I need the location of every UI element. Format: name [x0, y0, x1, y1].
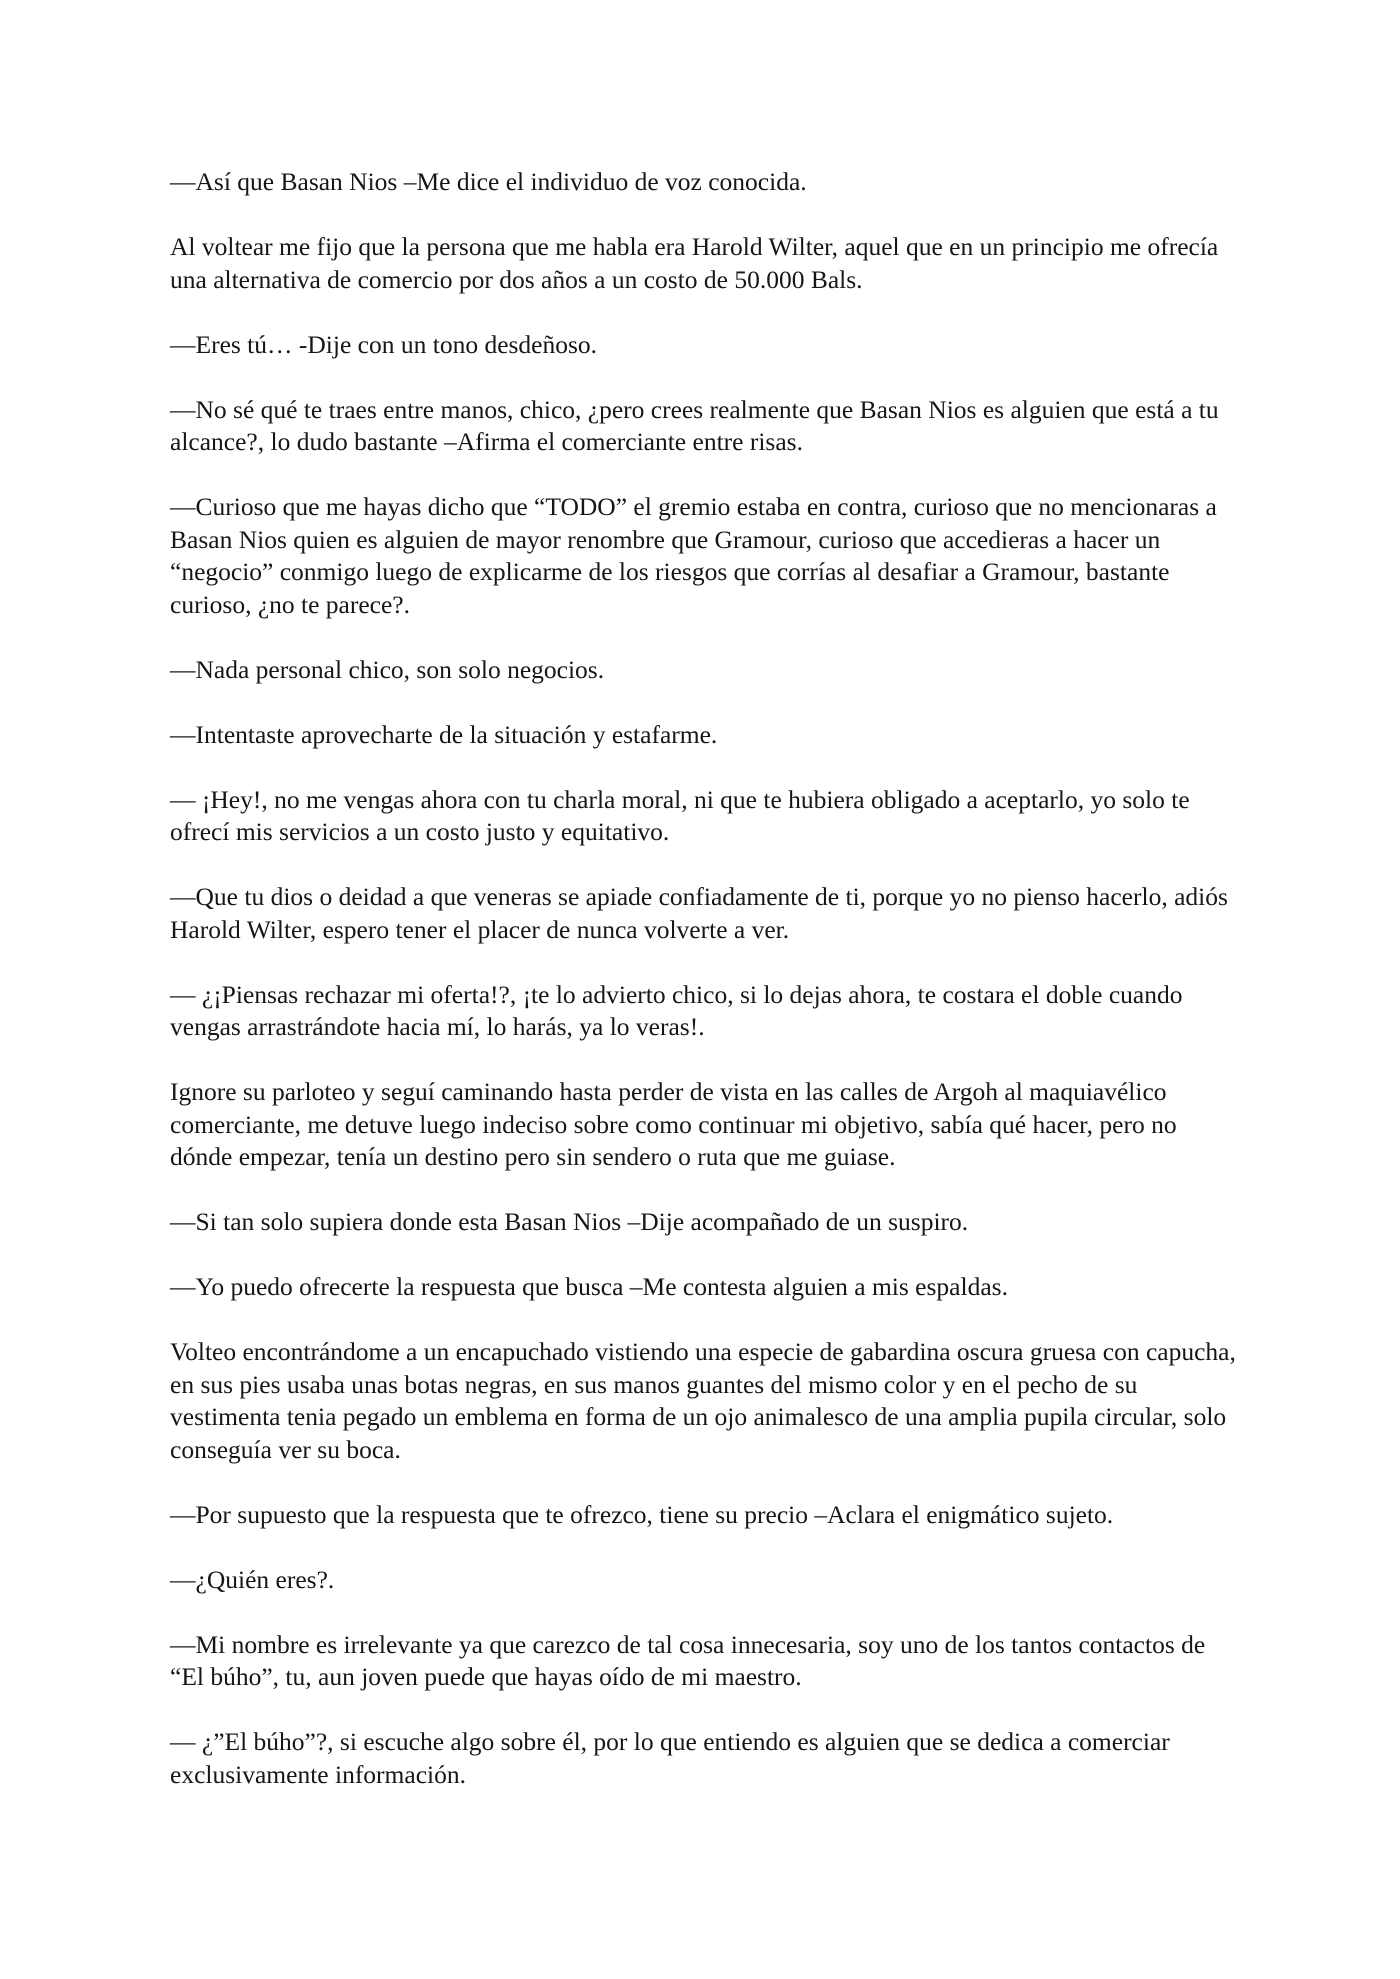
paragraph: —Así que Basan Nios –Me dice el individuo de voz conocida. [170, 167, 807, 196]
paragraph: —Que tu dios o deidad a que veneras se apiade confiadamente de ti, porque yo no pienso hacerlo, adiós Harold Wilter, espero tener el placer de nunca volverte a ver. [170, 882, 1228, 944]
paragraph: Al voltear me fijo que la persona que me habla era Harold Wilter, aquel que en un principio me ofrecía una alternativa de comercio por dos años a un costo de 50.000 Bals. [170, 232, 1219, 294]
paragraph: — ¿¡Piensas rechazar mi oferta!?, ¡te lo advierto chico, si lo dejas ahora, te costara el doble cuando vengas arrastrándote hacia mí, lo harás, ya lo veras!. [170, 979, 1183, 1041]
paragraph: —No sé qué te traes entre manos, chico, ¿pero crees realmente que Basan Nios es alguien que está a tu alcance?, lo dudo bastante –Afirma el comerciante entre risas. [170, 394, 1219, 456]
paragraph: —Mi nombre es irrelevante ya que carezco de tal cosa innecesaria, soy uno de los tantos contactos de “El búho”, tu, aun joven puede que hayas oído de mi maestro. [170, 1629, 1206, 1691]
paragraph: —Por supuesto que la respuesta que te ofrezco, tiene su precio –Aclara el enigmático sujeto. [170, 1499, 1114, 1529]
paragraph: —Curioso que me hayas dicho que “TODO” el gremio estaba en contra, curioso que no mencionaras a Basan Nios quien es alguien de mayor renombre que Gramour, curioso que accedieras a hacer un “negocio” conmigo luego de explicarme de los riesgos que corrías al desafiar a Gramour, bastante curioso, ¿no te parece?. [170, 492, 1217, 619]
paragraph: —Yo puedo ofrecerte la respuesta que busca –Me contesta alguien a mis espaldas. [170, 1272, 1008, 1301]
paragraph: —Si tan solo supiera donde esta Basan Nios –Dije acompañado de un suspiro. [170, 1207, 969, 1236]
paragraph: —Eres tú… -Dije con un tono desdeñoso. [170, 329, 598, 359]
paragraph: —Intentaste aprovecharte de la situación y estafarme. [170, 719, 718, 749]
paragraph: — ¿”El búho”?, si escuche algo sobre él, por lo que entiendo es alguien que se dedica a comerciar exclusivamente información. [170, 1727, 1170, 1789]
paragraph: — ¡Hey!, no me vengas ahora con tu charla moral, ni que te hubiera obligado a aceptarlo, yo solo te ofrecí mis servicios a un costo justo y equitativo. [170, 784, 1190, 846]
paragraph: Ignore su parloteo y seguí caminando hasta perder de vista en las calles de Argoh al maquiavélico comerciante, me detuve luego indeciso sobre como continuar mi objetivo, sabía qué hacer, pero no dónde empezar, tenía un destino pero sin sendero o ruta que me guiase. [170, 1077, 1177, 1171]
paragraph: —¿Quién eres?. [170, 1564, 335, 1594]
paragraph: —Nada personal chico, son solo negocios. [170, 654, 605, 684]
document-body [170, 166, 1240, 1824]
paragraph: Volteo encontrándome a un encapuchado vistiendo una especie de gabardina oscura gruesa con capucha, en sus pies usaba unas botas negras, en sus manos guantes del mismo color y en el pecho de su vestimenta tenia pegado un emblema en forma de un ojo animalesco de una amplia pupila circular, solo conseguía ver su boca. [170, 1337, 1236, 1464]
